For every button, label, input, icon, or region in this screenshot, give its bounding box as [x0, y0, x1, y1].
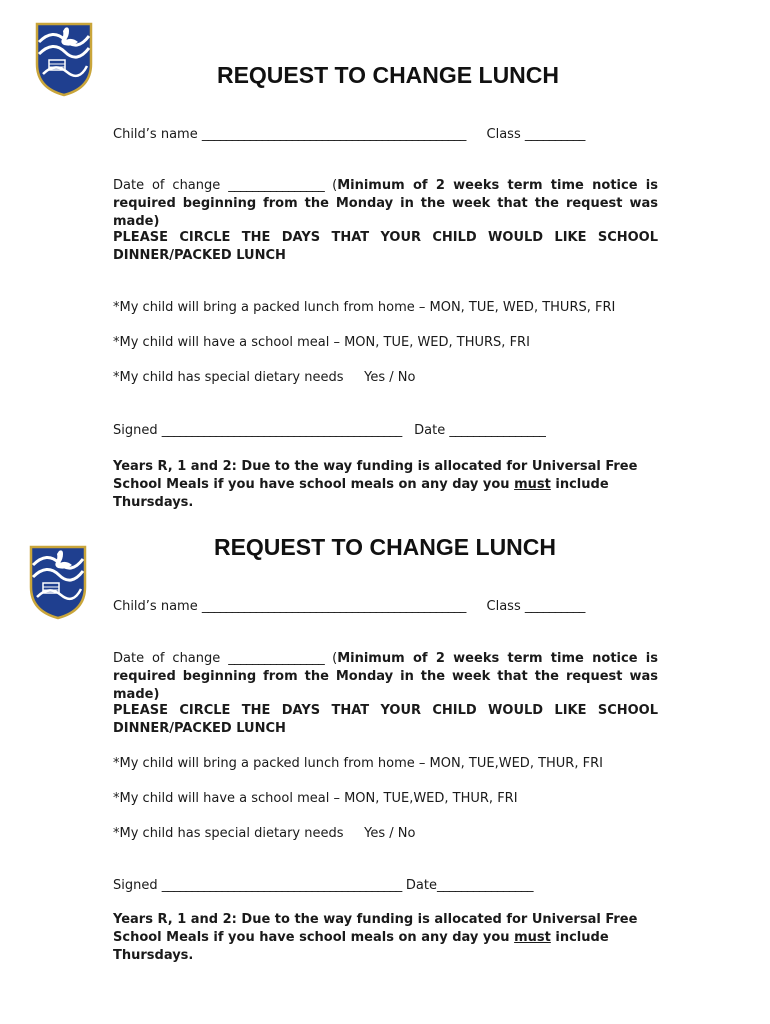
- class-label: Class: [486, 599, 521, 614]
- school-meal-line: *My child will have a school meal – MON, TUE, WED, THURS, FRI: [113, 335, 530, 350]
- class-field[interactable]: __________: [524, 599, 585, 614]
- circle-instruction: PLEASE CIRCLE THE DAYS THAT YOUR CHILD WOULD LIKE SCHOOL DINNER/PACKED LUNCH: [113, 230, 658, 263]
- date-label: Date: [405, 878, 437, 893]
- childs-name-row: [113, 598, 658, 616]
- form-title: REQUEST TO CHANGE LUNCH: [213, 534, 557, 560]
- class-field[interactable]: __________: [524, 127, 585, 142]
- signature-field[interactable]: ________________________________________: [161, 878, 402, 893]
- date-of-change-row: [113, 650, 658, 704]
- packed-lunch-line: *My child will bring a packed lunch from home – MON, TUE, WED, THURS, FRI: [113, 300, 616, 315]
- childs-name-label: Child’s name: [113, 127, 198, 142]
- notice-text: Minimum of 2 weeks term time notice is required beginning from the Monday in the week that the request was made): [113, 178, 659, 229]
- childs-name-label: Child’s name: [113, 599, 198, 614]
- footer-must: must: [514, 930, 551, 945]
- footer-note: [113, 458, 643, 512]
- date-of-change-label: Date of change: [113, 178, 221, 193]
- date-of-change-field[interactable]: ________________: [228, 178, 325, 193]
- form-title: REQUEST TO CHANGE LUNCH: [216, 62, 560, 88]
- signed-row: [113, 422, 658, 440]
- notice-paren: (: [332, 651, 338, 666]
- notice-paren: (: [332, 178, 338, 193]
- packed-lunch-line: *My child will bring a packed lunch from home – MON, TUE,WED, THUR, FRI: [113, 756, 603, 771]
- date-sign-field[interactable]: ________________: [436, 878, 533, 893]
- date-of-change-field[interactable]: ________________: [228, 651, 325, 666]
- date-of-change-label: Date of change: [113, 651, 221, 666]
- signed-label: Signed: [113, 423, 158, 438]
- date-label: Date: [414, 423, 446, 438]
- footer-end: include Thursdays.: [113, 930, 609, 963]
- dietary-row: [113, 369, 658, 387]
- footer-start: Years R, 1 and 2: Due to the way funding is allocated for Universal Free School Meals if you have school meals on any day you: [113, 459, 638, 492]
- signature-field[interactable]: ________________________________________: [161, 423, 402, 438]
- dietary-options[interactable]: Yes / No: [364, 826, 416, 841]
- school-meal-line: *My child will have a school meal – MON, TUE,WED, THUR, FRI: [113, 791, 518, 806]
- date-sign-field[interactable]: ________________: [449, 423, 546, 438]
- footer-must: must: [514, 477, 551, 492]
- childs-name-row: [113, 126, 658, 144]
- childs-name-field[interactable]: ____________________________________________: [201, 599, 466, 614]
- circle-instruction: PLEASE CIRCLE THE DAYS THAT YOUR CHILD WOULD LIKE SCHOOL DINNER/PACKED LUNCH: [113, 703, 658, 736]
- class-label: Class: [486, 127, 521, 142]
- childs-name-field[interactable]: ____________________________________________: [201, 127, 466, 142]
- footer-end: include Thursdays.: [113, 477, 609, 510]
- dietary-label: *My child has special dietary needs: [113, 370, 344, 385]
- notice-text: Minimum of 2 weeks term time notice is required beginning from the Monday in the week that the request was made): [113, 651, 659, 702]
- footer-start: Years R, 1 and 2: Due to the way funding is allocated for Universal Free School Meals if you have school meals on any day you: [113, 912, 638, 945]
- dietary-row: [113, 825, 658, 843]
- date-of-change-row: [113, 177, 658, 231]
- dietary-options[interactable]: Yes / No: [364, 370, 416, 385]
- signed-label: Signed: [113, 878, 158, 893]
- signed-row: [113, 877, 658, 895]
- footer-note: [113, 911, 643, 965]
- dietary-label: *My child has special dietary needs: [113, 826, 344, 841]
